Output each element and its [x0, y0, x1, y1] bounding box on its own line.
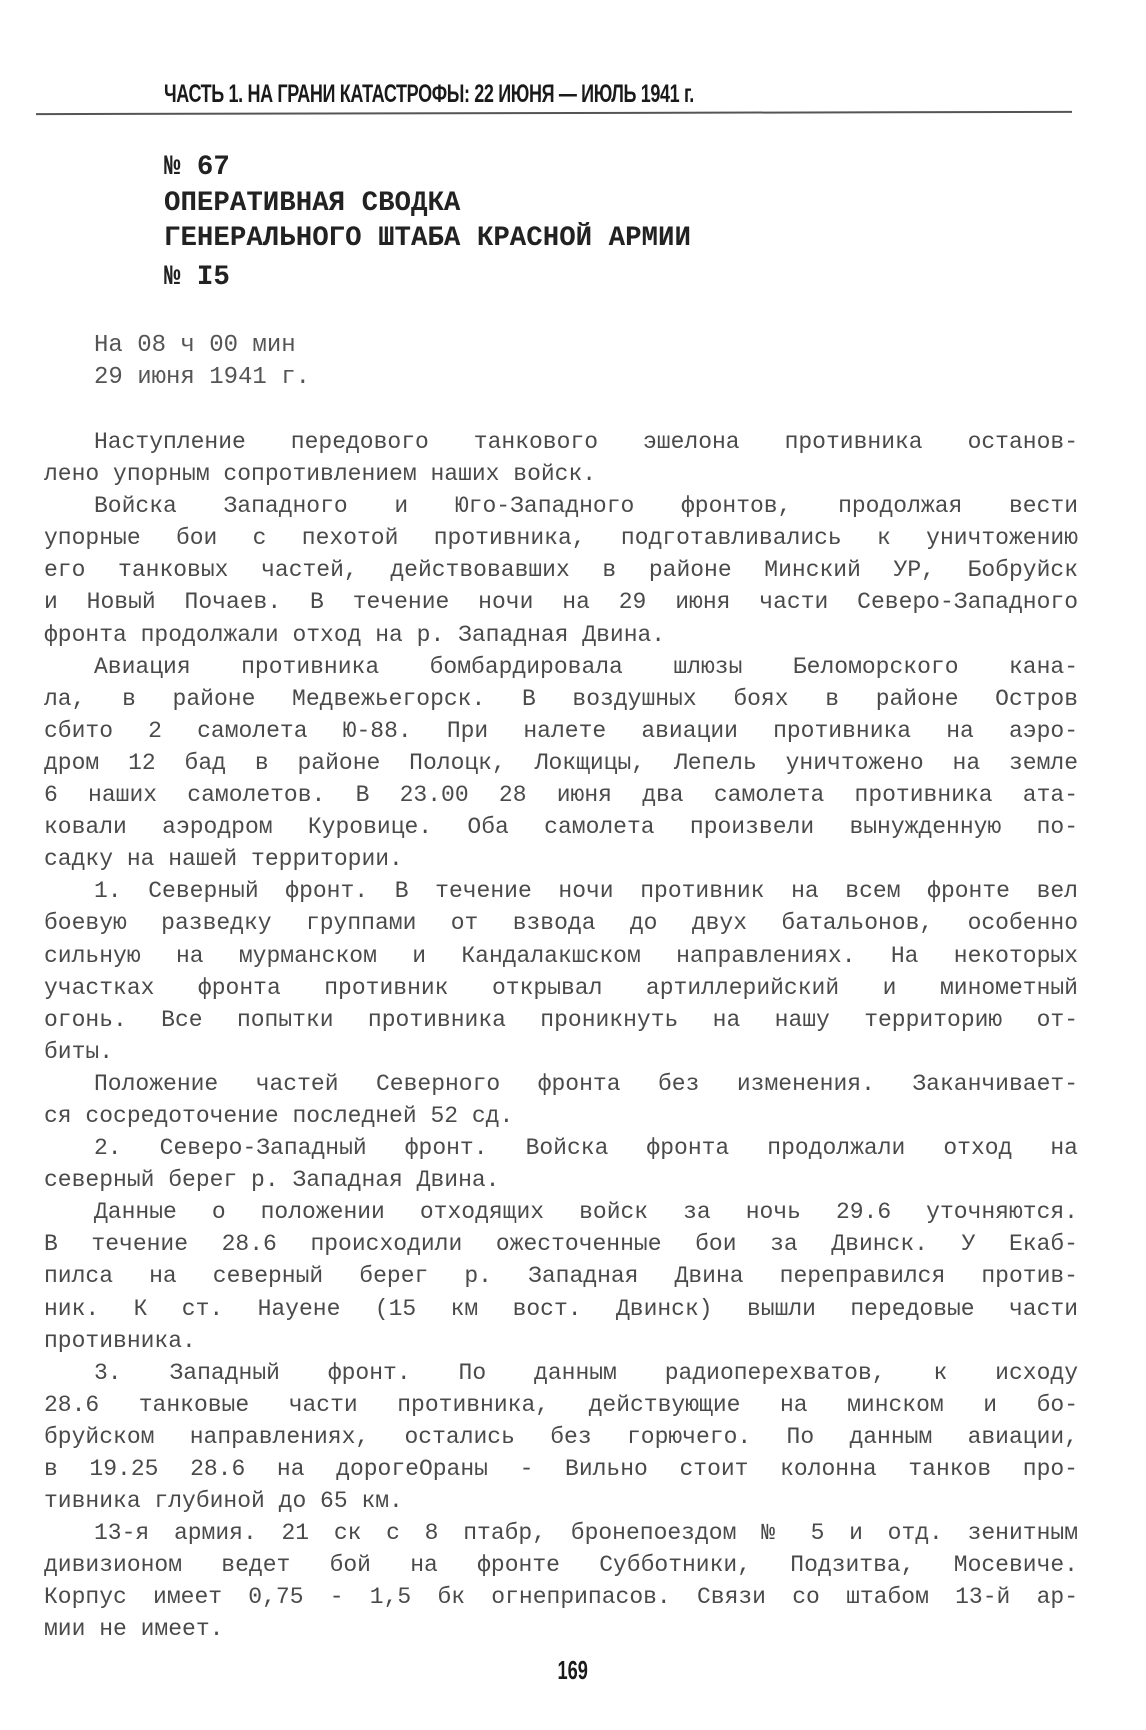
paragraph	[44, 1196, 1078, 1356]
text-line: 28.6 танковые части противника, действующие на минском и бо-	[44, 1391, 1078, 1418]
text-line: его танковых частей, действовавших в районе Минский УР, Бобруйск	[44, 557, 1078, 584]
text-line: дивизионом ведет бой на фронте Субботники, Подзитва, Мосевиче.	[44, 1552, 1078, 1579]
text-line: ковали аэродром Куровице. Оба самолета произвели вынужденную по-	[44, 814, 1078, 841]
report-time: На 08 ч 00 мин	[94, 332, 296, 359]
text-line: огонь. Все попытки противника проникнуть на нашу территорию от-	[44, 1006, 1078, 1033]
report-date: 29 июня 1941 г.	[94, 364, 311, 391]
text-line: сбито 2 самолета Ю-88. При налете авиации противника на аэро-	[44, 717, 1078, 744]
text-line: Авиация противника бомбардировала шлюзы Беломорского кана-	[94, 653, 1078, 680]
text-line: фронта продолжали отход на р. Западная Двина.	[44, 621, 666, 648]
text-line: ла, в районе Медвежьегорск. В воздушных боях в районе Остров	[44, 685, 1078, 712]
text-line: бруйском направлениях, остались без горючего. По данным авиации,	[44, 1423, 1078, 1450]
text-line: пилса на северный берег р. Западная Двина переправился против-	[44, 1263, 1078, 1290]
text-line: Наступление передового танкового эшелона противника останов-	[94, 429, 1078, 455]
text-line: ся сосредоточение последней 52 сд.	[44, 1102, 514, 1129]
paragraph	[44, 1357, 1078, 1517]
text-line: ник. К ст. Науене (15 км вост. Двинск) вышли передовые части	[44, 1295, 1078, 1322]
report-number: № I5	[164, 262, 230, 293]
header-rule	[36, 111, 1072, 115]
text-line: боевую разведку группами от взвода до двух батальонов, особенно	[44, 910, 1078, 937]
text-line: Данные о положении отходящих войск за ночь 29.6 уточняются.	[94, 1199, 1078, 1226]
text-line: 2. Северо-Западный фронт. Войска фронта продолжали отход на	[94, 1135, 1078, 1162]
text-line: Войска Западного и Юго-Западного фронтов, продолжая вести	[94, 493, 1078, 520]
text-line: мии не имеет.	[44, 1616, 224, 1643]
text-line: биты.	[44, 1038, 114, 1065]
text-line: тивника глубиной до 65 км.	[44, 1488, 403, 1515]
text-line: в 19.25 28.6 на дорогеОраны - Вильно стоит колонна танков про-	[44, 1456, 1078, 1482]
text-line: Положение частей Северного фронта без изменения. Заканчивает-	[94, 1070, 1078, 1097]
page-number-text: 169	[557, 1655, 589, 1685]
paragraph	[44, 490, 1078, 650]
text-line: 13-я армия. 21 ск с 8 птабр, бронепоездом № 5 и отд. зенитным	[94, 1520, 1078, 1547]
text-line: участках фронта противник открывал артиллерийский и минометный	[44, 974, 1078, 1001]
text-line: 3. Западный фронт. По данным радиоперехватов, к исходу	[94, 1359, 1078, 1386]
text-line: садку на нашей территории.	[44, 846, 403, 873]
text-line: 1. Северный фронт. В течение ночи противник на всем фронте вел	[94, 878, 1078, 905]
text-line: лено упорным сопротивлением наших войск.	[44, 461, 597, 488]
text-line: упорные бои с пехотой противника, подготавливались к уничтожению	[44, 525, 1078, 552]
document-title-line1: ОПЕРАТИВНАЯ СВОДКА	[164, 188, 461, 219]
text-line: и Новый Почаев. В течение ночи на 29 июня части Северо-Западного	[44, 589, 1078, 616]
document-title-line2: ГЕНЕРАЛЬНОГО ШТАБА КРАСНОЙ АРМИИ	[164, 223, 691, 254]
text-line: северный берег р. Западная Двина.	[44, 1167, 500, 1194]
text-line: сильную на мурманском и Кандалакшском направлениях. На некоторых	[44, 942, 1078, 969]
document-number: № 67	[164, 152, 230, 183]
paragraph	[44, 426, 1078, 490]
paragraph	[44, 1517, 1078, 1645]
text-line: противника.	[44, 1327, 196, 1354]
document-body	[44, 426, 1078, 1646]
text-line: Корпус имеет 0,75 - 1,5 бк огнеприпасов. Связи со штабом 13-й ар-	[44, 1584, 1078, 1611]
text-line: В течение 28.6 происходили ожесточенные бои за Двинск. У Екаб-	[44, 1231, 1078, 1258]
text-line: дром 12 бад в районе Полоцк, Локщицы, Лепель уничтожено на земле	[44, 749, 1078, 776]
paragraph	[44, 651, 1078, 876]
paragraph	[44, 875, 1078, 1068]
paragraph	[44, 1068, 1078, 1132]
page-number	[0, 1655, 1146, 1686]
text-line: 6 наших самолетов. В 23.00 28 июня два самолета противника ата-	[44, 782, 1078, 809]
paragraph	[44, 1132, 1078, 1196]
running-header: ЧАСТЬ 1. НА ГРАНИ КАТАСТРОФЫ: 22 ИЮНЯ — ИЮЛЬ 1941 г.	[164, 80, 694, 108]
